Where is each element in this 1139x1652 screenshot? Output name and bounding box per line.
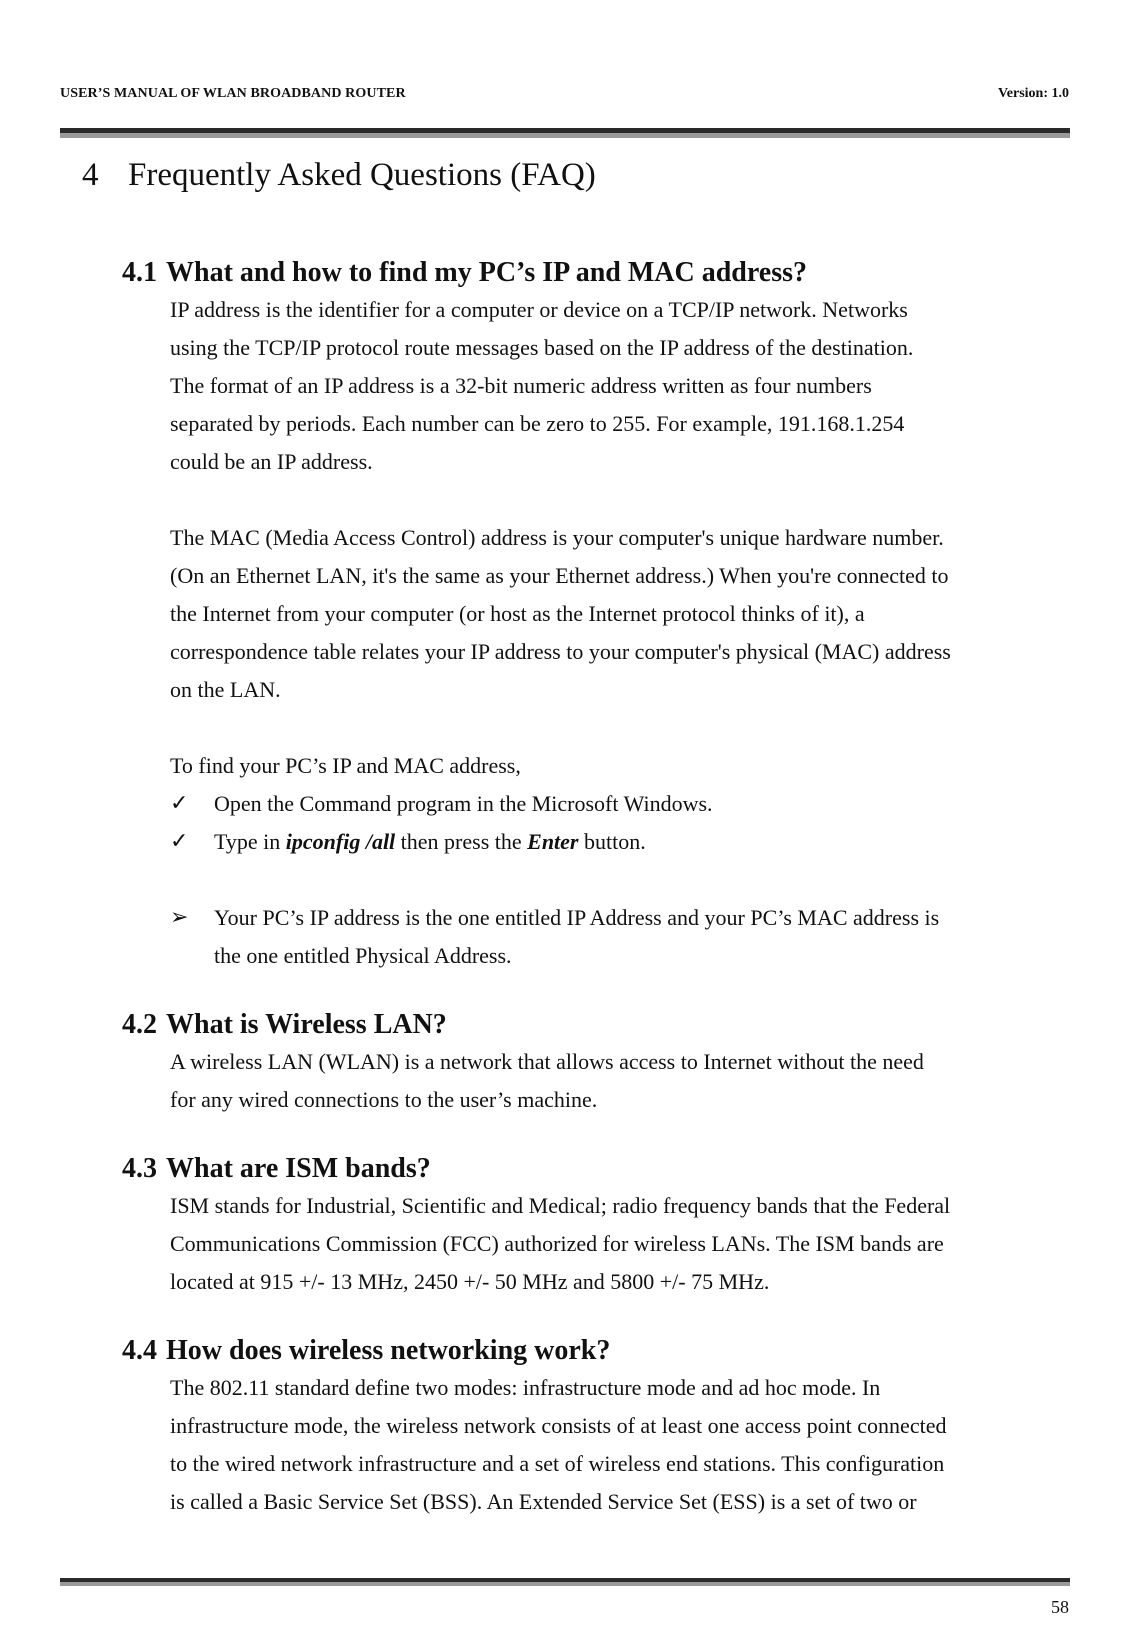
checklist-item (170, 785, 1072, 823)
section-4-3-heading (122, 1151, 1072, 1187)
header-title: USER’S MANUAL OF WLAN BROADBAND ROUTER (60, 86, 406, 101)
text-line: using the TCP/IP protocol route messages based on the IP address of the destination. (170, 335, 914, 360)
checkmark-icon: ✓ (170, 791, 189, 816)
text-line: (On an Ethernet LAN, it's the same as your Ethernet address.) When you're connected to (170, 563, 949, 588)
checklist-item (170, 823, 1072, 861)
section-4-1-heading (122, 255, 1072, 291)
section-title: What are ISM bands? (166, 1153, 431, 1184)
text-line: The MAC (Media Access Control) address is your computer's unique hardware number. (170, 525, 944, 550)
chapter-number: 4 (82, 157, 99, 193)
command-text: ipconfig /all (285, 829, 396, 854)
section-4-2-heading (122, 1007, 1072, 1043)
text-line: correspondence table relates your IP address to your computer's physical (MAC) address (170, 639, 951, 664)
text-line: The 802.11 standard define two modes: infrastructure mode and ad hoc mode. In (170, 1375, 881, 1400)
footer-divider (60, 1578, 1070, 1586)
section-title: How does wireless networking work? (166, 1335, 611, 1366)
text-run: then press the (395, 829, 528, 854)
checklist-text: Open the Command program in the Microsoft Windows. (214, 791, 713, 816)
text-line: to the wired network infrastructure and a set of wireless end stations. This configuration (170, 1451, 945, 1476)
chapter-title: Frequently Asked Questions (FAQ) (128, 157, 596, 193)
text-line: the Internet from your computer (or host as the Internet protocol thinks of it), a (170, 601, 865, 626)
page-content (122, 255, 1072, 1521)
text-line: the one entitled Physical Address. (214, 943, 512, 968)
text-line: could be an IP address. (170, 449, 373, 474)
text-line: for any wired connections to the user’s machine. (170, 1087, 598, 1112)
text-run: Type in (214, 829, 286, 854)
text-line: Your PC’s IP address is the one entitled IP Address and your PC’s MAC address is (214, 905, 940, 930)
ip-address-paragraph (122, 291, 1072, 481)
checkmark-icon: ✓ (170, 829, 189, 854)
section-4-4-heading (122, 1333, 1072, 1369)
text-line: IP address is the identifier for a computer or device on a TCP/IP network. Networks (170, 297, 908, 322)
mac-address-paragraph (122, 519, 1072, 709)
section-title: What and how to find my PC’s IP and MAC address? (166, 257, 807, 288)
text-run: button. (578, 829, 646, 854)
header-version: Version: 1.0 (997, 86, 1069, 101)
text-line: ISM stands for Industrial, Scientific and Medical; radio frequency bands that the Federal (170, 1193, 951, 1218)
text-line: infrastructure mode, the wireless network consists of at least one access point connected (170, 1413, 947, 1438)
arrow-note (170, 899, 1072, 975)
section-title: What is Wireless LAN? (166, 1009, 447, 1040)
key-text: Enter (527, 829, 579, 854)
header-divider (60, 128, 1070, 138)
text-line: A wireless LAN (WLAN) is a network that allows access to Internet without the need (170, 1049, 924, 1074)
text-line: located at 915 +/- 13 MHz, 2450 +/- 50 MHz and 5800 +/- 75 MHz. (170, 1269, 770, 1294)
section-number: 4.2 (122, 1009, 157, 1040)
text-line: Communications Commission (FCC) authorized for wireless LANs. The ISM bands are (170, 1231, 944, 1256)
page-number: 58 (1051, 1597, 1069, 1617)
section-number: 4.1 (122, 257, 157, 288)
text-line: separated by periods. Each number can be zero to 255. For example, 191.168.1.254 (170, 411, 905, 436)
text-line: The format of an IP address is a 32-bit numeric address written as four numbers (170, 373, 872, 398)
section-number: 4.4 (122, 1335, 157, 1366)
chapter-heading (82, 157, 596, 194)
text-line: on the LAN. (170, 677, 281, 702)
text-line: is called a Basic Service Set (BSS). An Extended Service Set (ESS) is a set of two or (170, 1489, 917, 1514)
find-address-intro: To find your PC’s IP and MAC address, (170, 753, 521, 778)
section-number: 4.3 (122, 1153, 157, 1184)
arrow-right-icon: ➢ (170, 905, 189, 930)
